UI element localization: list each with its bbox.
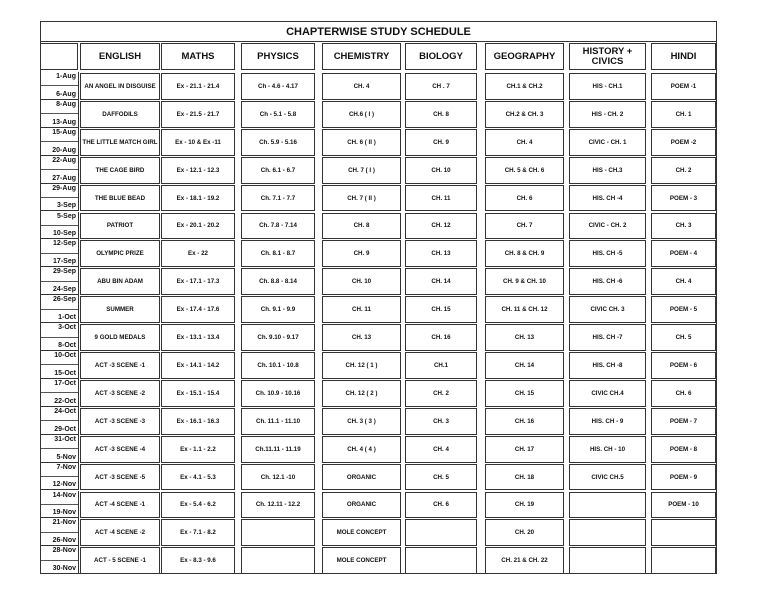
date-from: 24-Oct xyxy=(54,407,76,415)
column-header-physics: PHYSICS xyxy=(241,43,315,70)
schedule-cell-physics: Ch. 9.10 - 9.17 xyxy=(241,324,315,351)
schedule-cell-hindi: CH. 3 xyxy=(651,213,716,240)
schedule-cell-geography: CH. 17 xyxy=(485,436,564,463)
schedule-cell-physics: Ch.11.11 - 11.19 xyxy=(241,436,315,463)
date-range xyxy=(41,407,79,435)
schedule-cell-hindi: POEM - 10 xyxy=(651,492,716,519)
date-range xyxy=(41,491,79,519)
schedule-cell-english: ACT -4 SCENE -1 xyxy=(80,492,160,519)
schedule-cell-physics: Ch. 10.1 - 10.8 xyxy=(241,352,315,379)
schedule-cell-physics: Ch - 4.6 - 4.17 xyxy=(241,73,315,100)
date-range xyxy=(41,518,79,546)
date-range xyxy=(41,435,79,463)
date-range xyxy=(41,184,79,212)
schedule-cell-biology: CH. 15 xyxy=(405,296,477,323)
schedule-cell-history-civics: HIS. CH -7 xyxy=(569,324,646,351)
schedule-cell-physics: Ch. 9.1 - 9.9 xyxy=(241,296,315,323)
schedule-cell-geography: CH. 9 & CH. 10 xyxy=(485,268,564,295)
schedule-cell-geography: CH. 20 xyxy=(485,519,564,546)
schedule-cell-physics: Ch. 7.1 - 7.7 xyxy=(241,185,315,212)
schedule-cell-biology: CH. 12 xyxy=(405,213,477,240)
schedule-cell-chemistry: CH. 9 xyxy=(322,240,401,267)
date-from: 8-Aug xyxy=(56,100,76,108)
schedule-cell-hindi: POEM - 6 xyxy=(651,352,716,379)
schedule-cell-english: ACT -4 SCENE -2 xyxy=(80,519,160,546)
date-to: 17-Sep xyxy=(53,258,76,266)
schedule-cell-hindi: POEM - 4 xyxy=(651,240,716,267)
date-to: 20-Aug xyxy=(52,146,76,154)
schedule-cell-maths: Ex - 1.1 - 2.2 xyxy=(161,436,235,463)
column-header-hindi: HINDI xyxy=(651,43,716,70)
date-divider xyxy=(41,392,78,393)
schedule-cell-maths: Ex - 18.1 - 19.2 xyxy=(161,185,235,212)
schedule-sheet xyxy=(40,21,717,574)
schedule-cell-english: THE CAGE BIRD xyxy=(80,157,160,184)
schedule-cell-english: PATRIOT xyxy=(80,213,160,240)
date-range xyxy=(41,267,79,295)
schedule-cell-physics: Ch. 6.1 - 6.7 xyxy=(241,157,315,184)
schedule-cell-physics: Ch. 5.9 - 5.16 xyxy=(241,129,315,156)
date-to: 19-Nov xyxy=(52,509,76,517)
date-to: 30-Nov xyxy=(52,565,76,573)
schedule-cell-history-civics: HIS. CH -8 xyxy=(569,352,646,379)
date-divider xyxy=(41,85,78,86)
schedule-cell-english: ACT -3 SCENE -4 xyxy=(80,436,160,463)
schedule-cell-chemistry: CH.6 ( I ) xyxy=(322,101,401,128)
date-from: 29-Aug xyxy=(52,184,76,192)
date-divider xyxy=(41,448,78,449)
page-title: CHAPTERWISE STUDY SCHEDULE xyxy=(41,22,716,42)
date-to: 24-Sep xyxy=(53,286,76,294)
schedule-cell-hindi: CH. 6 xyxy=(651,380,716,407)
column-header-history-civics: HISTORY + CIVICS xyxy=(569,43,646,70)
date-from: 3-Oct xyxy=(58,324,76,332)
column-header-maths: MATHS xyxy=(161,43,235,70)
schedule-cell-history-civics xyxy=(569,519,646,546)
schedule-cell-history-civics: CIVIC CH.4 xyxy=(569,380,646,407)
column-header-geography: GEOGRAPHY xyxy=(485,43,564,70)
schedule-cell-history-civics: CIVIC - CH. 1 xyxy=(569,129,646,156)
schedule-cell-hindi: POEM - 9 xyxy=(651,464,716,491)
schedule-cell-geography: CH. 21 & CH. 22 xyxy=(485,547,564,574)
schedule-cell-chemistry: ORGANIC xyxy=(322,492,401,519)
date-divider xyxy=(41,281,78,282)
schedule-cell-history-civics: CIVIC - CH. 2 xyxy=(569,213,646,240)
date-from: 10-Oct xyxy=(54,352,76,359)
schedule-cell-history-civics: HIS. CH -4 xyxy=(569,185,646,212)
schedule-cell-biology: CH. 6 xyxy=(405,492,477,519)
schedule-cell-biology: CH. 16 xyxy=(405,324,477,351)
date-to: 1-Oct xyxy=(58,314,76,322)
date-divider xyxy=(41,560,78,561)
date-divider xyxy=(41,337,78,338)
schedule-cell-physics: Ch. 7.8 - 7.14 xyxy=(241,213,315,240)
date-to: 6-Aug xyxy=(56,90,76,98)
schedule-cell-english: ACT -3 SCENE -2 xyxy=(80,380,160,407)
date-from: 12-Sep xyxy=(53,240,76,248)
date-range xyxy=(41,546,79,574)
date-divider xyxy=(41,141,78,142)
schedule-cell-biology: CH.1 xyxy=(405,352,477,379)
schedule-cell-geography: CH. 19 xyxy=(485,492,564,519)
schedule-cell-history-civics: HIS - CH.3 xyxy=(569,157,646,184)
schedule-cell-geography: CH. 14 xyxy=(485,352,564,379)
schedule-cell-maths: Ex - 8.3 - 9.6 xyxy=(161,547,235,574)
schedule-cell-chemistry: CH. 13 xyxy=(322,324,401,351)
schedule-cell-biology: CH . 7 xyxy=(405,73,477,100)
schedule-cell-chemistry: MOLE CONCEPT xyxy=(322,547,401,574)
schedule-cell-english: THE BLUE BEAD xyxy=(80,185,160,212)
schedule-cell-history-civics xyxy=(569,547,646,574)
schedule-cell-physics: Ch. 11.1 - 11.10 xyxy=(241,408,315,435)
schedule-cell-biology xyxy=(405,519,477,546)
schedule-cell-chemistry: CH. 4 xyxy=(322,73,401,100)
schedule-cell-geography: CH. 18 xyxy=(485,464,564,491)
date-divider xyxy=(41,504,78,505)
schedule-cell-chemistry: CH. 7 ( II ) xyxy=(322,185,401,212)
date-from: 14-Nov xyxy=(52,491,76,499)
date-range xyxy=(41,156,79,184)
schedule-cell-biology: CH. 10 xyxy=(405,157,477,184)
column-header-english: ENGLISH xyxy=(80,43,160,70)
date-divider xyxy=(41,420,78,421)
schedule-cell-hindi: CH. 4 xyxy=(651,268,716,295)
date-divider xyxy=(41,532,78,533)
schedule-cell-english: DAFFODILS xyxy=(80,101,160,128)
date-to: 8-Oct xyxy=(58,341,76,349)
schedule-cell-chemistry: CH. 3 ( 3 ) xyxy=(322,408,401,435)
schedule-cell-hindi: POEM - 7 xyxy=(651,408,716,435)
schedule-cell-chemistry: CH. 10 xyxy=(322,268,401,295)
schedule-cell-hindi: POEM -1 xyxy=(651,73,716,100)
date-from: 15-Aug xyxy=(52,128,76,136)
date-to: 29-Oct xyxy=(54,425,76,433)
date-range xyxy=(41,100,79,128)
date-divider xyxy=(41,253,78,254)
schedule-cell-geography: CH.1 & CH.2 xyxy=(485,73,564,100)
schedule-cell-maths: Ex - 13.1 - 13.4 xyxy=(161,324,235,351)
date-from: 26-Sep xyxy=(53,296,76,304)
schedule-cell-geography: CH. 8 & CH. 9 xyxy=(485,240,564,267)
date-from: 22-Aug xyxy=(52,156,76,164)
schedule-cell-biology: CH. 3 xyxy=(405,408,477,435)
schedule-cell-chemistry: CH. 12 ( 2 ) xyxy=(322,380,401,407)
schedule-cell-chemistry: CH. 11 xyxy=(322,296,401,323)
schedule-cell-physics xyxy=(241,519,315,546)
schedule-cell-physics xyxy=(241,547,315,574)
schedule-cell-history-civics: HIS - CH. 2 xyxy=(569,101,646,128)
date-divider xyxy=(41,197,78,198)
date-from: 17-Oct xyxy=(54,379,76,387)
date-to: 3-Sep xyxy=(56,202,76,210)
schedule-cell-maths: Ex - 7.1 - 8.2 xyxy=(161,519,235,546)
schedule-cell-biology: CH. 4 xyxy=(405,436,477,463)
date-divider xyxy=(41,225,78,226)
schedule-cell-maths: Ex - 17.1 - 17.3 xyxy=(161,268,235,295)
schedule-cell-hindi: CH. 1 xyxy=(651,101,716,128)
schedule-cell-english: SUMMER xyxy=(80,296,160,323)
schedule-cell-chemistry: CH. 6 ( II ) xyxy=(322,129,401,156)
schedule-cell-geography: CH. 6 xyxy=(485,185,564,212)
date-divider xyxy=(41,476,78,477)
schedule-cell-hindi: POEM - 5 xyxy=(651,296,716,323)
date-from: 31-Oct xyxy=(54,435,76,443)
schedule-cell-biology: CH. 8 xyxy=(405,101,477,128)
schedule-cell-history-civics: HIS. CH - 10 xyxy=(569,436,646,463)
date-to: 26-Nov xyxy=(52,537,76,545)
schedule-cell-maths: Ex - 4.1 - 5.3 xyxy=(161,464,235,491)
schedule-cell-maths: Ex - 21.1 - 21.4 xyxy=(161,73,235,100)
schedule-cell-maths: Ex - 16.1 - 16.3 xyxy=(161,408,235,435)
schedule-cell-physics: Ch. 12.11 - 12.2 xyxy=(241,492,315,519)
schedule-cell-english: OLYMPIC PRIZE xyxy=(80,240,160,267)
schedule-cell-physics: Ch - 5.1 - 5.8 xyxy=(241,101,315,128)
schedule-cell-chemistry: CH. 8 xyxy=(322,213,401,240)
schedule-cell-hindi xyxy=(651,547,716,574)
date-to: 22-Oct xyxy=(54,397,76,405)
schedule-cell-biology: CH. 13 xyxy=(405,240,477,267)
date-range xyxy=(41,379,79,407)
schedule-cell-hindi: POEM - 8 xyxy=(651,436,716,463)
schedule-cell-biology: CH. 2 xyxy=(405,380,477,407)
date-to: 15-Oct xyxy=(54,369,76,377)
date-from: 1-Aug xyxy=(56,73,76,80)
date-to: 10-Sep xyxy=(53,230,76,238)
date-from: 21-Nov xyxy=(52,519,76,527)
date-range xyxy=(41,295,79,323)
schedule-cell-history-civics: HIS. CH - 9 xyxy=(569,408,646,435)
schedule-cell-english: ACT - 5 SCENE -1 xyxy=(80,547,160,574)
schedule-cell-maths: Ex - 10 & Ex -11 xyxy=(161,129,235,156)
date-range xyxy=(41,351,79,379)
date-divider xyxy=(41,169,78,170)
schedule-cell-geography: CH. 15 xyxy=(485,380,564,407)
date-from: 28-Nov xyxy=(52,547,76,555)
schedule-cell-english: THE LITTLE MATCH GIRL xyxy=(80,129,160,156)
schedule-cell-geography: CH. 4 xyxy=(485,129,564,156)
schedule-cell-chemistry: CH. 12 ( 1 ) xyxy=(322,352,401,379)
schedule-cell-biology: CH. 14 xyxy=(405,268,477,295)
schedule-cell-history-civics: HIS - CH.1 xyxy=(569,73,646,100)
schedule-cell-geography: CH. 16 xyxy=(485,408,564,435)
date-range xyxy=(41,212,79,240)
schedule-cell-physics: Ch. 8.8 - 8.14 xyxy=(241,268,315,295)
schedule-cell-hindi xyxy=(651,519,716,546)
schedule-cell-biology: CH. 9 xyxy=(405,129,477,156)
column-header-biology: BIOLOGY xyxy=(405,43,477,70)
schedule-cell-chemistry: CH. 4 ( 4 ) xyxy=(322,436,401,463)
schedule-cell-history-civics: CIVIC CH.5 xyxy=(569,464,646,491)
schedule-cell-history-civics: HIS. CH -6 xyxy=(569,268,646,295)
date-from: 5-Sep xyxy=(56,212,76,220)
schedule-cell-biology: CH. 11 xyxy=(405,185,477,212)
date-to: 12-Nov xyxy=(52,481,76,489)
schedule-cell-history-civics: CIVIC CH. 3 xyxy=(569,296,646,323)
schedule-cell-geography: CH. 7 xyxy=(485,213,564,240)
schedule-cell-physics: Ch. 10.9 - 10.16 xyxy=(241,380,315,407)
date-range xyxy=(41,239,79,267)
schedule-cell-english: 9 GOLD MEDALS xyxy=(80,324,160,351)
schedule-cell-maths: Ex - 14.1 - 14.2 xyxy=(161,352,235,379)
schedule-cell-english: ACT -3 SCENE -3 xyxy=(80,408,160,435)
schedule-cell-biology xyxy=(405,547,477,574)
schedule-cell-english: AN ANGEL IN DISGUISE xyxy=(80,73,160,100)
date-to: 13-Aug xyxy=(52,118,76,126)
date-divider xyxy=(41,309,78,310)
date-divider xyxy=(41,364,78,365)
schedule-cell-english: ABU BIN ADAM xyxy=(80,268,160,295)
schedule-cell-hindi: CH. 2 xyxy=(651,157,716,184)
schedule-cell-maths: Ex - 12.1 - 12.3 xyxy=(161,157,235,184)
schedule-cell-biology: CH. 5 xyxy=(405,464,477,491)
schedule-cell-geography: CH.2 & CH. 3 xyxy=(485,101,564,128)
schedule-cell-chemistry: MOLE CONCEPT xyxy=(322,519,401,546)
schedule-cell-physics: Ch. 12.1 -10 xyxy=(241,464,315,491)
schedule-cell-geography: CH. 13 xyxy=(485,324,564,351)
date-from: 29-Sep xyxy=(53,268,76,276)
schedule-cell-maths: Ex - 22 xyxy=(161,240,235,267)
date-to: 5-Nov xyxy=(56,453,76,461)
schedule-cell-physics: Ch. 8.1 - 8.7 xyxy=(241,240,315,267)
date-to: 27-Aug xyxy=(52,174,76,182)
schedule-cell-maths: Ex - 5.4 - 6.2 xyxy=(161,492,235,519)
schedule-cell-geography: CH. 5 & CH. 6 xyxy=(485,157,564,184)
schedule-cell-english: ACT -3 SCENE -1 xyxy=(80,352,160,379)
date-range xyxy=(41,323,79,351)
schedule-cell-maths: Ex - 15.1 - 15.4 xyxy=(161,380,235,407)
date-range xyxy=(41,463,79,491)
date-divider xyxy=(41,113,78,114)
schedule-cell-hindi: CH. 5 xyxy=(651,324,716,351)
schedule-cell-history-civics: HIS. CH -5 xyxy=(569,240,646,267)
schedule-cell-history-civics xyxy=(569,492,646,519)
schedule-cell-maths: Ex - 21.5 - 21.7 xyxy=(161,101,235,128)
schedule-cell-maths: Ex - 17.4 - 17.6 xyxy=(161,296,235,323)
schedule-cell-chemistry: CH. 7 ( I ) xyxy=(322,157,401,184)
column-header-chemistry: CHEMISTRY xyxy=(322,43,401,70)
schedule-cell-hindi: POEM -2 xyxy=(651,129,716,156)
date-header xyxy=(41,43,78,70)
schedule-cell-english: ACT -3 SCENE -5 xyxy=(80,464,160,491)
date-from: 7-Nov xyxy=(56,463,76,471)
schedule-cell-geography: CH. 11 & CH. 12 xyxy=(485,296,564,323)
date-range xyxy=(41,72,79,100)
schedule-cell-maths: Ex - 20.1 - 20.2 xyxy=(161,213,235,240)
schedule-cell-hindi: POEM - 3 xyxy=(651,185,716,212)
date-range xyxy=(41,128,79,156)
schedule-cell-chemistry: ORGANIC xyxy=(322,464,401,491)
